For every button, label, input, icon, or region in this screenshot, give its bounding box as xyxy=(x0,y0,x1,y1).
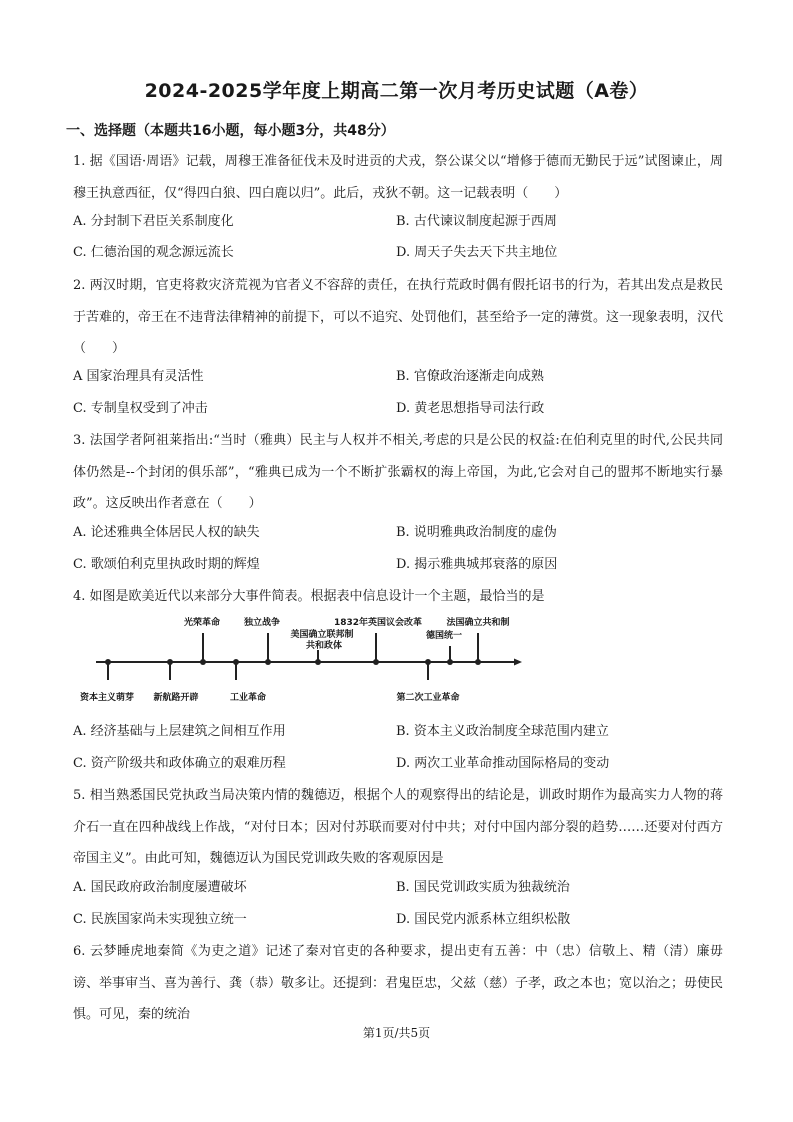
question-2-option-c: C. 专制皇权受到了冲击 xyxy=(73,401,208,416)
page-number-footer: 第1页/共5页 xyxy=(362,1026,431,1040)
dot-glorious-revolution xyxy=(200,659,206,665)
question-4-stem: 4. 如图是欧美近代以来部分大事件简表。根据表中信息设计一个主题，最恰当的是 xyxy=(73,589,545,604)
label-industrial-revolution: 工业革命 xyxy=(229,693,267,703)
label-second-industrial-revolution: 第二次工业革命 xyxy=(396,693,460,703)
question-1-option-b: B. 古代谏议制度起源于西周 xyxy=(396,214,557,229)
label-french-republic: 法国确立共和制 xyxy=(446,618,510,628)
label-glorious-revolution: 光荣革命 xyxy=(183,618,221,628)
label-new-sea-routes: 新航路开辟 xyxy=(153,693,199,703)
question-3-option-a: A. 论述雅典全体居民人权的缺失 xyxy=(73,525,260,540)
question-5-option-b: B. 国民党训政实质为独裁统治 xyxy=(396,880,570,895)
dot-french-republic xyxy=(475,659,481,665)
question-4-option-c: C. 资产阶级共和政体确立的艰难历程 xyxy=(73,756,286,771)
question-5-stem: 5. 相当熟悉国民党执政当局决策内情的魏德迈，根据个人的观察得出的结论是，训政时期作为最高实力人物的蒋介石一直在四种战线上作战，“对付日本；因对付苏联而要对付中共；对付中国内部分裂的趋势……还要对付西方帝国主义”。由此可知，魏德迈认为国民党训政失败的客观原因是 xyxy=(73,788,723,866)
question-4-option-d: D. 两次工业革命推动国际格局的变动 xyxy=(396,756,610,771)
dot-new-sea-routes xyxy=(167,659,173,665)
label-us-federal: 美国确立联邦制 xyxy=(290,630,354,640)
question-5-option-c: C. 民族国家尚未实现独立统一 xyxy=(73,912,247,927)
question-2-option-a: A 国家治理具有灵活性 xyxy=(73,369,204,384)
question-6-stem: 6. 云梦睡虎地秦简《为吏之道》记述了秦对官吏的各种要求，提出吏有五善：中（忠）信敬上、精（清）廉毋谤、举事审当、喜为善行、龚（恭）敬多让。还提到：君鬼臣忠，父兹（慈）子孝，政之本也；宽以治之；毋使民惧。可见，秦的统治 xyxy=(73,944,724,1022)
page-title: 2024-2025学年度上期高二第一次月考历史试题（A卷） xyxy=(144,80,649,102)
dot-british-reform xyxy=(373,659,379,665)
label-capitalism-sprouts: 资本主义萌芽 xyxy=(79,693,135,703)
question-1-stem: 1. 据《国语·周语》记载，周穆王准备征伐未及时进贡的犬戎，祭公谋父以“增修于德而无勤民于远”试图谏止，周穆王执意西征，仅“得四白狼、四白鹿以归”。此后，戎狄不朝。这一记载表明（ ） xyxy=(73,154,723,201)
question-3-stem: 3. 法国学者阿祖莱指出:“当时（雅典）民主与人权并不相关,考虑的只是公民的权益:在伯利克里的时代,公民共同体仍然是--个封闭的俱乐部”，“雅典已成为一个不断扩张霸权的海上帝国，为此,它会对自己的盟邦不断地实行暴政”。这反映出作者意在（ ） xyxy=(73,433,723,511)
timeline-arrow xyxy=(514,659,522,666)
question-1-option-c: C. 仁德治国的观念源远流长 xyxy=(73,245,234,260)
question-3-option-b: B. 说明雅典政治制度的虚伪 xyxy=(396,525,557,540)
dot-us-federal xyxy=(315,659,321,665)
question-2-option-b: B. 官僚政治逐渐走向成熟 xyxy=(396,369,544,384)
dot-second-industrial-revolution xyxy=(425,659,431,665)
dot-capitalism-sprouts xyxy=(105,659,111,665)
dot-industrial-revolution xyxy=(233,659,239,665)
question-1-option-a: A. 分封制下君臣关系制度化 xyxy=(73,214,234,229)
question-5-option-a: A. 国民政府政治制度屡遭破坏 xyxy=(73,880,247,895)
question-4-option-b: B. 资本主义政治制度全球范围内建立 xyxy=(396,724,609,739)
label-independence-war: 独立战争 xyxy=(243,618,281,628)
question-3-option-d: D. 揭示雅典城邦衰落的原因 xyxy=(396,557,558,572)
question-3-option-c: C. 歌颂伯利克里执政时期的辉煌 xyxy=(73,557,260,572)
timeline-diagram xyxy=(0,612,793,712)
question-4-option-a: A. 经济基础与上层建筑之间相互作用 xyxy=(73,724,286,739)
dot-independence-war xyxy=(265,659,271,665)
label-republic-regime: 共和政体 xyxy=(305,641,343,651)
dot-german-unification xyxy=(447,659,453,665)
question-2-option-d: D. 黄老思想指导司法行政 xyxy=(396,401,545,416)
question-2-stem: 2. 两汉时期，官吏将救灾济荒视为官者义不容辞的责任，在执行荒政时偶有假托诏书的行为，若其出发点是救民于苦难的，帝王在不违背法律精神的前提下，可以不追究、处罚他们，甚至给予一定的薄赏。这一现象表明，汉代（ ） xyxy=(73,278,724,356)
label-german-unification: 德国统一 xyxy=(425,631,463,641)
label-british-reform: 1832年英国议会改革 xyxy=(333,618,423,628)
question-5-option-d: D. 国民党内派系林立组织松散 xyxy=(396,912,571,927)
section-heading: 一、选择题（本题共16小题，每小题3分，共48分） xyxy=(66,123,395,139)
question-1-option-d: D. 周天子失去天下共主地位 xyxy=(396,245,558,260)
